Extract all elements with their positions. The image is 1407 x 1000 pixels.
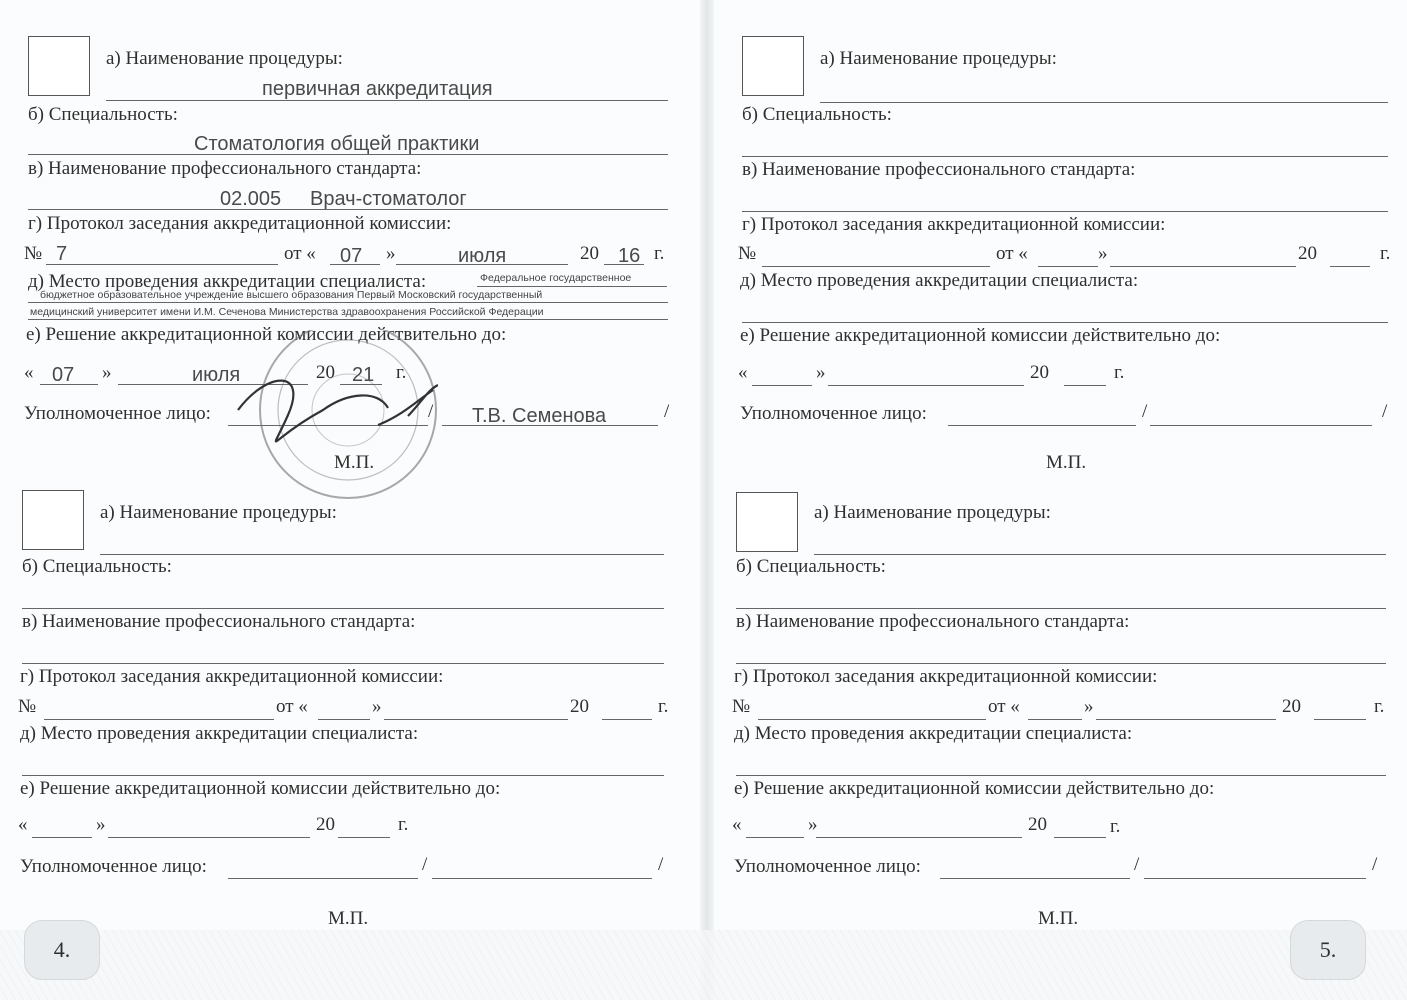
label-no: № <box>18 696 37 717</box>
value-specialty: Стоматология общей практики <box>194 133 480 155</box>
label-ot: от « <box>988 696 1020 717</box>
line-protocol-month <box>1110 266 1296 267</box>
label-procedure: а) Наименование процедуры: <box>106 48 343 69</box>
label-place: д) Место проведения аккредитации специалиста: <box>28 271 427 292</box>
label-protocol: г) Протокол заседания аккредитационной комиссии: <box>28 213 452 234</box>
accreditation-block-2 <box>736 36 1396 476</box>
label-person: Уполномоченное лицо: <box>734 856 921 877</box>
line-valid-day <box>32 837 92 838</box>
label-quote-open: « <box>24 362 34 383</box>
label-slash: / <box>1142 401 1148 422</box>
label-quote-open: « <box>18 814 28 835</box>
checkbox-2 <box>742 36 804 96</box>
line-valid-month <box>118 384 308 385</box>
line-protocol-no <box>762 266 990 267</box>
line-procedure <box>106 100 668 101</box>
label-g-2: г. <box>1110 816 1121 837</box>
label-quote-open: « <box>732 814 742 835</box>
line-protocol-month <box>384 719 568 720</box>
label-valid: е) Решение аккредитационной комиссии действительно до: <box>734 778 1215 799</box>
value-valid-month: июля <box>192 364 241 386</box>
label-year: 20 <box>580 243 599 264</box>
line-specialty <box>742 156 1388 157</box>
label-standard: в) Наименование профессионального стандарта: <box>736 611 1130 632</box>
label-slash-2: / <box>1382 401 1388 422</box>
label-place: д) Место проведения аккредитации специалиста: <box>20 723 419 744</box>
line-procedure <box>100 554 664 555</box>
line-signature <box>228 425 428 426</box>
label-ot: от « <box>996 243 1028 264</box>
line-protocol-day <box>1038 266 1098 267</box>
page-number-right: 5. <box>1290 920 1366 980</box>
line-valid-year <box>1064 385 1106 386</box>
label-year-2: 20 <box>1028 814 1047 835</box>
label-g: г. <box>1380 243 1391 264</box>
line-protocol-day <box>1028 719 1082 720</box>
label-year-2: 20 <box>316 814 335 835</box>
line-protocol-day <box>318 719 370 720</box>
label-standard: в) Наименование профессионального стандарта: <box>22 611 416 632</box>
label-slash: / <box>422 854 428 875</box>
label-quote-close: » <box>1084 696 1094 717</box>
label-no: № <box>732 696 751 717</box>
accreditation-block-3 <box>18 490 678 930</box>
line-person-name <box>1150 425 1372 426</box>
label-g-2: г. <box>398 814 409 835</box>
label-protocol: г) Протокол заседания аккредитационной комиссии: <box>20 666 444 687</box>
value-standard-name: Врач-стоматолог <box>310 188 467 210</box>
label-slash-2: / <box>1372 854 1378 875</box>
page-fold <box>700 0 714 1000</box>
label-person: Уполномоченное лицо: <box>740 403 927 424</box>
label-specialty: б) Специальность: <box>742 104 892 125</box>
line-person-name <box>1144 878 1366 879</box>
checkbox-4 <box>736 492 798 552</box>
label-specialty: б) Специальность: <box>28 104 178 125</box>
label-procedure: а) Наименование процедуры: <box>820 48 1057 69</box>
label-valid: е) Решение аккредитационной комиссии действительно до: <box>740 325 1221 346</box>
label-year-2: 20 <box>1030 362 1049 383</box>
line-signature <box>948 425 1136 426</box>
label-year: 20 <box>1298 243 1317 264</box>
line-place-1 <box>477 286 667 287</box>
line-protocol-no <box>44 719 274 720</box>
label-year-2: 20 <box>316 362 335 383</box>
line-protocol-year <box>602 719 652 720</box>
label-quote-close: » <box>386 243 396 264</box>
line-valid-month <box>828 385 1024 386</box>
line-standard <box>742 211 1388 212</box>
label-quote-close-2: » <box>816 362 826 383</box>
label-valid: е) Решение аккредитационной комиссии действительно до: <box>20 778 501 799</box>
label-g: г. <box>1374 696 1385 717</box>
line-procedure <box>820 102 1388 103</box>
line-protocol-year <box>604 264 644 265</box>
line-signature <box>228 878 418 879</box>
label-slash-2: / <box>664 401 670 422</box>
label-quote-close-2: » <box>808 814 818 835</box>
label-procedure: а) Наименование процедуры: <box>814 502 1051 523</box>
decorative-border <box>0 930 1407 1000</box>
value-place-3: медицинский университет имени И.М. Сеченова Министерства здравоохранения Российской Федерации <box>30 306 544 318</box>
accreditation-block-1 <box>22 36 682 476</box>
line-protocol-year <box>1314 719 1366 720</box>
checkbox-1 <box>28 36 90 96</box>
value-person-name: Т.В. Семенова <box>472 405 607 427</box>
line-procedure <box>814 554 1386 555</box>
label-g: г. <box>654 243 665 264</box>
label-mp: М.П. <box>1038 908 1079 929</box>
label-quote-close-2: » <box>96 814 106 835</box>
page-number-left: 4. <box>24 920 100 980</box>
line-valid-day <box>40 384 98 385</box>
label-no: № <box>24 243 43 264</box>
line-valid-month <box>816 837 1022 838</box>
label-protocol: г) Протокол заседания аккредитационной комиссии: <box>734 666 1158 687</box>
label-year: 20 <box>1282 696 1301 717</box>
line-standard <box>736 663 1386 664</box>
label-year: 20 <box>570 696 589 717</box>
label-slash: / <box>428 401 434 422</box>
value-protocol-day: 07 <box>340 245 363 267</box>
line-person-name <box>442 425 658 426</box>
label-g-2: г. <box>1114 362 1125 383</box>
line-protocol-no <box>758 719 986 720</box>
label-specialty: б) Специальность: <box>22 556 172 577</box>
line-specialty <box>736 608 1386 609</box>
accreditation-block-4 <box>732 490 1392 930</box>
line-place <box>742 322 1388 323</box>
label-quote-close: » <box>1098 243 1108 264</box>
label-specialty: б) Специальность: <box>736 556 886 577</box>
label-g: г. <box>658 696 669 717</box>
line-valid-year <box>340 384 382 385</box>
value-procedure: первичная аккредитация <box>262 78 493 100</box>
label-place: д) Место проведения аккредитации специалиста: <box>740 270 1139 291</box>
label-mp: М.П. <box>328 908 369 929</box>
line-protocol-no <box>46 264 278 265</box>
line-valid-day <box>752 385 812 386</box>
label-standard: в) Наименование профессионального стандарта: <box>28 158 422 179</box>
line-signature <box>940 878 1130 879</box>
value-protocol-year: 16 <box>618 245 641 267</box>
line-place-3 <box>28 319 668 320</box>
value-valid-year: 21 <box>352 364 375 386</box>
label-person: Уполномоченное лицо: <box>24 403 211 424</box>
value-place-1: Федеральное государственное <box>480 272 632 284</box>
label-g-2: г. <box>396 362 407 383</box>
label-place: д) Место проведения аккредитации специалиста: <box>734 723 1133 744</box>
value-protocol-no: 7 <box>56 243 68 265</box>
value-protocol-month: июля <box>458 245 507 267</box>
label-quote-open: « <box>738 362 748 383</box>
label-protocol: г) Протокол заседания аккредитационной комиссии: <box>742 214 1166 235</box>
label-no: № <box>738 243 757 264</box>
label-quote-close-2: » <box>102 362 112 383</box>
line-valid-year <box>1054 837 1106 838</box>
label-valid: е) Решение аккредитационной комиссии действительно до: <box>26 324 507 345</box>
checkbox-3 <box>22 490 84 550</box>
line-protocol-day <box>330 264 380 265</box>
label-slash-2: / <box>658 854 664 875</box>
line-valid-year <box>338 837 390 838</box>
label-slash: / <box>1134 854 1140 875</box>
label-standard: в) Наименование профессионального стандарта: <box>742 159 1136 180</box>
label-ot: от « <box>276 696 308 717</box>
line-protocol-month <box>396 264 568 265</box>
label-mp: М.П. <box>334 452 375 473</box>
line-place <box>22 775 664 776</box>
line-standard <box>28 209 668 210</box>
line-valid-month <box>108 837 310 838</box>
line-protocol-year <box>1330 266 1370 267</box>
value-valid-day: 07 <box>52 364 75 386</box>
label-person: Уполномоченное лицо: <box>20 856 207 877</box>
label-ot: от « <box>284 243 316 264</box>
line-standard <box>22 663 664 664</box>
label-quote-close: » <box>372 696 382 717</box>
line-place-2 <box>28 302 668 303</box>
label-procedure: а) Наименование процедуры: <box>100 502 337 523</box>
line-specialty <box>22 608 664 609</box>
line-valid-day <box>746 837 804 838</box>
line-protocol-month <box>1096 719 1276 720</box>
line-person-name <box>432 878 652 879</box>
value-standard-code: 02.005 <box>220 188 282 210</box>
line-specialty <box>28 154 668 155</box>
label-mp: М.П. <box>1046 452 1087 473</box>
line-place <box>736 775 1386 776</box>
value-place-2: бюджетное образовательное учреждение высшего образования Первый Московский государственный <box>40 289 543 301</box>
